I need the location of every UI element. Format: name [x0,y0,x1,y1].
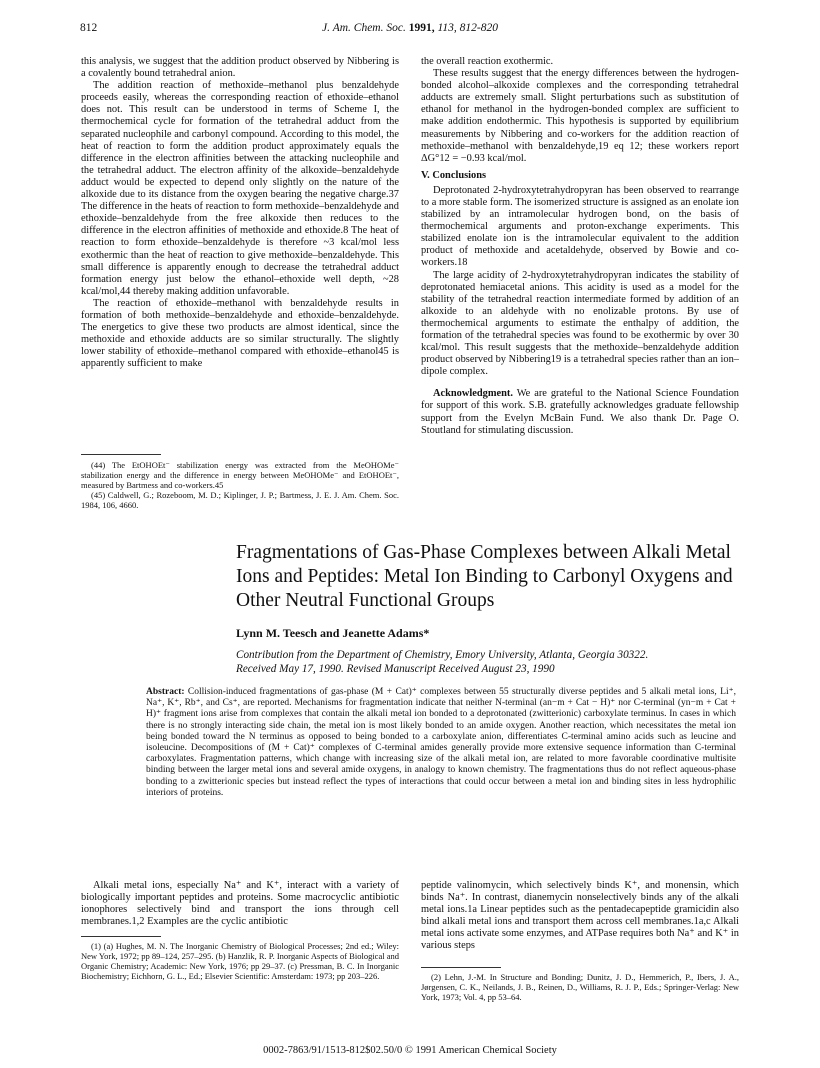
article-body-left-column [81,880,399,928]
paragraph: peptide valinomycin, which selectively binds K⁺, and monensin, which binds Na⁺. In contrast, dianemycin nonselectively binds any of the alkali metal ions.1a Linear peptides such as the pentadecapeptide gramicidin also bind alkali metal ions and transport them across cell membranes.1a,c Alkali metal ions activate some enzymes, and ATPase requires both Na⁺ and K⁺ in various steps [421,880,739,952]
running-header [80,22,740,38]
journal-name: J. Am. Chem. Soc. [322,22,406,34]
section-heading: V. Conclusions [421,169,487,181]
footnote-2: (2) Lehn, J.-M. In Structure and Bonding; Dunitz, J. D., Hemmerich, P., Ibers, J. A., Jørgensen, C. K., Neilands, J. B., Reinen, D., Williams, R. J. P., Eds.; Springer-Verlag: New York, 1973; Vol. 4, pp 53–64. [421,972,739,1002]
previous-article-left-column [81,56,399,370]
footnote-rule [421,967,501,968]
paragraph: the overall reaction exothermic. [421,56,554,67]
previous-article-right-column [421,56,739,437]
acknowledgment [421,388,739,436]
abstract-text: Collision-induced fragmentations of gas-phase (M + Cat)⁺ complexes between 55 structurally diverse peptides and 5 alkali metal ions, Li⁺, Na⁺, K⁺, Rb⁺, and Cs⁺, are reported. Mechanisms for fragmentation indicate that neither N-terminal (an−m + Cat − H)⁺ nor C-terminal (yn−m + Cat + H)⁺ fragment ions arise from complexes that contain the alkali metal ion bonded to a deprotonated (zwitterionic) carboxylate terminus. In cases in which there is no strongly interacting side chain, the metal ion is most likely bonded to an amide oxygen. Another reaction, which necessitates the metal ion being bonded toward the N terminus as opposed to being bonded to a carboxylate anion, differentiates C-terminal amino acids such as leucine and isoleucine. Decompositions of (M + Cat)⁺ complexes of C-terminal amides generally provide more extensive sequence information than C-terminal carboxylates. Fragmentation patterns, which change with increasing size of the alkali metal ion, are related to more favorable coordinative multisite binding between the larger metal ions and several amide oxygens, in analogy to known chemistry. The fragmentations thus do not reflect aqueous-phase bonding to a zwitterionic species but instead reflect the types of interactions that could occur between a metal ion and binding sites in less hydrophilic interiors of proteins. [146,687,737,798]
footnote-rule [81,454,161,455]
journal-volume-pages: 113, 812-820 [437,22,498,34]
footnote-1: (1) (a) Hughes, M. N. The Inorganic Chemistry of Biological Processes; 2nd ed.; Wiley: New York, 1972; pp 89–124, 257–295. (b) Hanzlik, R. P. Inorganic Aspects of Biological and Organic Chemistry; Academic: New York, 1976; pp 29–37. (c) Pressman, B. C. In Inorganic Biochemistry; Eichhorn, G. L., Ed.; Elsevier Scientific: Amsterdam: 1973; pp 203–226. [81,941,399,981]
article-affiliation [236,649,756,676]
footnote-45: (45) Caldwell, G.; Rozeboom, M. D.; Kiplinger, J. P.; Bartmess, J. E. J. Am. Chem. Soc. 1984, 106, 4660. [81,489,399,510]
journal-citation [80,22,740,34]
paragraph: These results suggest that the energy differences between the hydrogen-bonded alcohol–alkoxide complexes and the corresponding tetrahedral adducts are extremely small. Slight perturbations such as substitution of ethanol for methanol in the hydrogen-bonded complex are sufficient to make addition endothermic. This hypothesis is supported by equilibrium measurements by Nibbering and co-workers for the addition reaction of methoxide–methanol with benzaldehyde,19 eq 12; these workers report ΔG°12 = −0.93 kcal/mol. [421,68,739,164]
article-body-right-column [421,880,739,953]
left-footnotes [81,461,399,511]
abstract-label: Abstract: [146,687,185,697]
left-body-footnotes [81,942,399,982]
received-dates: Received May 17, 1990. Revised Manuscript Received August 23, 1990 [236,662,555,675]
paragraph: The addition reaction of methoxide–methanol plus benzaldehyde proceeds easily, whereas the corresponding reaction of ethoxide–ethanol does not. This result can be understood in terms of Scheme I, the thermochemical cycle for formation of the tetrahedral adduct from the separated nucleophile and carbonyl compound. According to this model, the heat of reaction to form the addition product approximately equals the difference in the electron affinities between the attacking nucleophile and the tetrahedral adduct. The electron affinity of the alkoxide–benzaldehyde adduct would be expected to depend only slightly on the nature of the alkoxide due to its distance from the oxygen bearing the negative charge.37 The difference in the heats of reaction to form methoxide–benzaldehyde and ethoxide–benzaldehyde from the free alkoxide then reduces to the difference in the electron affinities of methoxide and ethoxide.8 The heat of reaction to form ethoxide–benzaldehyde is therefore ~3 kcal/mol less exothermic than the heat of reaction to give methoxide–benzaldehyde. This small difference is apparently enough to decrease the tetrahedral adduct formation energy just below the ethanol–ethoxide well depth, ~28 kcal/mol,44 thereby making addition unfavorable. [81,80,399,297]
paragraph: Alkali metal ions, especially Na⁺ and K⁺, interact with a variety of biologically important peptides and proteins. Some macrocyclic antibiotic ionophores selectively bind and transport the ions through cell membranes.1,2 Examples are the cyclic antibiotic [81,880,399,928]
paragraph: The large acidity of 2-hydroxytetrahydropyran indicates the stability of deprotonated hemiacetal anions. This acidity is used as a model for the stability of the tetrahedral reaction intermediate formed by addition of an alkoxide to an aldehyde with no enolizable protons. By use of thermochemical arguments to estimate the enthalpy of addition, the formation of the tetrahedral species was found to be exothermic by over 30 kcal/mol. This result suggests that the methoxide–benzaldehyde addition product observed by Nibbering19 is a tetrahedral species rather than an ion–dipole complex. [421,269,739,378]
acknowledgment-text: We are grateful to the National Science Foundation for support of this work. S.B. gratefully acknowledges graduate fellowship support from the Evelyn McBain Fund. We also thank Dr. Page O. Stoutland for stimulating discussion. [421,388,739,436]
affiliation-line: Contribution from the Department of Chemistry, Emory University, Atlanta, Georgia 30322. [236,649,649,661]
article-title: Fragmentations of Gas-Phase Complexes between Alkali Metal Ions and Peptides: Metal Ion Binding to Carbonyl Oxygens and Other Neutral Functional Groups [236,542,733,611]
copyright-footer: 0002-7863/91/1513-812$02.50/0 © 1991 American Chemical Society [263,1045,557,1056]
paragraph: this analysis, we suggest that the addition product observed by Nibbering is a covalently bound tetrahedral anion. [81,56,399,80]
journal-year: 1991, [408,22,435,34]
abstract-paragraph [146,687,736,799]
footnote-44: (44) The EtOHOEt⁻ stabilization energy was extracted from the MeOHOMe⁻ stabilization energy and the difference in energy between MeOHOMe⁻ and EtOHOEt⁻, measured by Bartmess and co-workers.45 [81,460,399,490]
acknowledgment-label: Acknowledgment. [433,388,513,400]
paragraph: The reaction of ethoxide–methanol with benzaldehyde results in formation of both methoxide–benzaldehyde and ethoxide–benzaldehyde. The energetics to give these two products are almost identical, since the methoxide and ethoxide adducts are so similar structurally. The slightly lower stability of ethoxide–methanol compared with ethoxide–ethanol45 is apparently sufficient to make [81,297,399,370]
article-authors: Lynn M. Teesch and Jeanette Adams* [236,626,430,640]
footnote-rule [81,936,161,937]
abstract [146,687,736,799]
paragraph: Deprotonated 2-hydroxytetrahydropyran has been observed to rearrange to a more stable form. The isomerized structure is assigned as an enolate ion stabilized by an intramolecular hydrogen bond, on the basis of thermochemical arguments and proton-exchange experiments. This stabilized enolate ion is the intramolecular equivalent to the addition product of methoxide and acetaldehyde, observed by Bowie and co-workers.18 [421,184,739,269]
right-body-footnotes [421,973,739,1003]
page-number: 812 [80,22,98,34]
article-heading [236,541,756,676]
